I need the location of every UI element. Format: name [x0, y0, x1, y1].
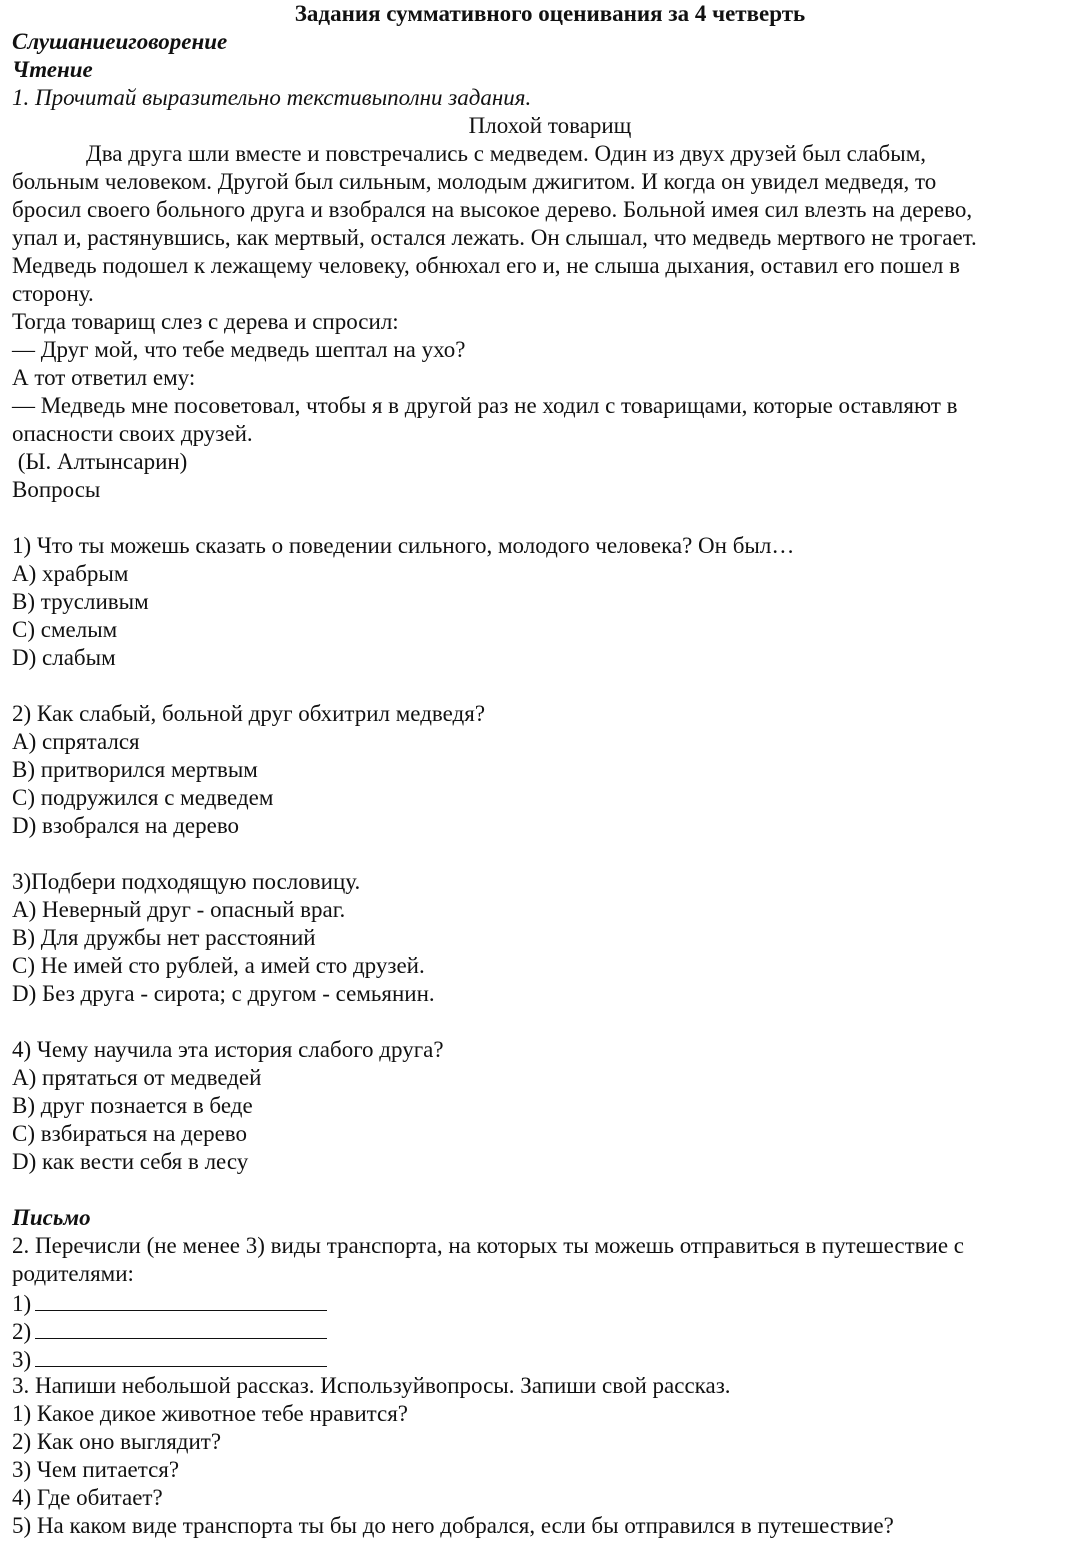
answer-option: D) взобрался на дерево — [12, 813, 240, 838]
blank-number: 3) — [12, 1347, 32, 1372]
answer-option: А) спрятался — [12, 729, 140, 754]
story-line: Тогда товарищ слез с дерева и спросил: — [12, 309, 399, 334]
story-line: бросил своего больного друга и взобрался на высокое дерево. Больной имея сил влезть на дерево, — [12, 197, 973, 222]
question-3: 3)Подбери подходящую пословицу. — [12, 869, 361, 894]
story-line: — Медведь мне посоветовал, чтобы я в другой раз не ходил с товарищами, которые оставляют в — [12, 393, 958, 418]
task-2-text: родителями: — [12, 1261, 134, 1286]
answer-blank-row — [12, 1344, 327, 1374]
task-3-question: 3) Чем питается? — [12, 1457, 180, 1482]
answer-option: А) Неверный друг - опасный враг. — [12, 897, 346, 922]
story-author: (Ы. Алтынсарин) — [12, 449, 188, 474]
story-line: опасности своих друзей. — [12, 421, 253, 446]
question-1: 1) Что ты можешь сказать о поведении сильного, молодого человека? Он был… — [12, 533, 795, 558]
answer-blank-row — [12, 1288, 327, 1318]
task-3-question: 2) Как оно выглядит? — [12, 1429, 222, 1454]
page-title: Задания суммативного оценивания за 4 четверть — [294, 1, 806, 26]
answer-option: В) притворился мертвым — [12, 757, 258, 782]
answer-option: С) взбираться на дерево — [12, 1121, 247, 1146]
task-3-question: 4) Где обитает? — [12, 1485, 163, 1510]
question-2: 2) Как слабый, больной друг обхитрил медведя? — [12, 701, 486, 726]
section-heading-listening: Слушаниеиговорение — [12, 29, 228, 54]
task-3-question: 5) На каком виде транспорта ты бы до него добрался, если бы отправился в путешествие? — [12, 1513, 894, 1538]
question-4: 4) Чему научила эта история слабого друга? — [12, 1037, 444, 1062]
answer-option: А) храбрым — [12, 561, 129, 586]
answer-option: В) Для дружбы нет расстояний — [12, 925, 316, 950]
blank-number: 1) — [12, 1291, 32, 1316]
answer-blank[interactable] — [35, 1288, 327, 1311]
story-line: упал и, растянувшись, как мертвый, остался лежать. Он слышал, что медведь мертвого не трогает. — [12, 225, 977, 250]
story-title: Плохой товарищ — [468, 113, 632, 138]
answer-option: D) слабым — [12, 645, 116, 670]
story-line: — Друг мой, что тебе медведь шептал на ухо? — [12, 337, 466, 362]
questions-label: Вопросы — [12, 477, 101, 502]
answer-option: С) смелым — [12, 617, 118, 642]
story-line: А тот ответил ему: — [12, 365, 196, 390]
story-line: больным человеком. Другой был сильным, молодым джигитом. И когда он увидел медведя, то — [12, 169, 937, 194]
answer-blank[interactable] — [35, 1316, 327, 1339]
answer-option: А) прятаться от медведей — [12, 1065, 262, 1090]
answer-blank[interactable] — [35, 1344, 327, 1367]
story-line: Медведь подошел к лежащему человеку, обнюхал его и, не слыша дыхания, оставил его пошел в — [12, 253, 960, 278]
task-3-intro: 3. Напиши небольшой рассказ. Используйвопросы. Запиши свой рассказ. — [12, 1373, 731, 1398]
section-heading-reading: Чтение — [12, 57, 93, 82]
answer-option: В) друг познается в беде — [12, 1093, 253, 1118]
answer-option: С) Не имей сто рублей, а имей сто друзей. — [12, 953, 425, 978]
answer-blank-row — [12, 1316, 327, 1346]
task-3-question: 1) Какое дикое животное тебе нравится? — [12, 1401, 408, 1426]
story-line: Два друга шли вместе и повстречались с медведем. Один из двух друзей был слабым, — [86, 141, 926, 166]
blank-number: 2) — [12, 1319, 32, 1344]
section-heading-writing: Письмо — [12, 1205, 91, 1230]
answer-option: D) Без друга - сирота; с другом - семьянин. — [12, 981, 435, 1006]
answer-option: С) подружился с медведем — [12, 785, 274, 810]
task-2-text: 2. Перечисли (не менее 3) виды транспорта, на которых ты можешь отправиться в путешествие с — [12, 1233, 965, 1258]
answer-option: D) как вести себя в лесу — [12, 1149, 249, 1174]
answer-option: В) трусливым — [12, 589, 149, 614]
story-line: сторону. — [12, 281, 94, 306]
task-1-instruction: 1. Прочитай выразительно текстивыполни задания. — [12, 85, 532, 110]
